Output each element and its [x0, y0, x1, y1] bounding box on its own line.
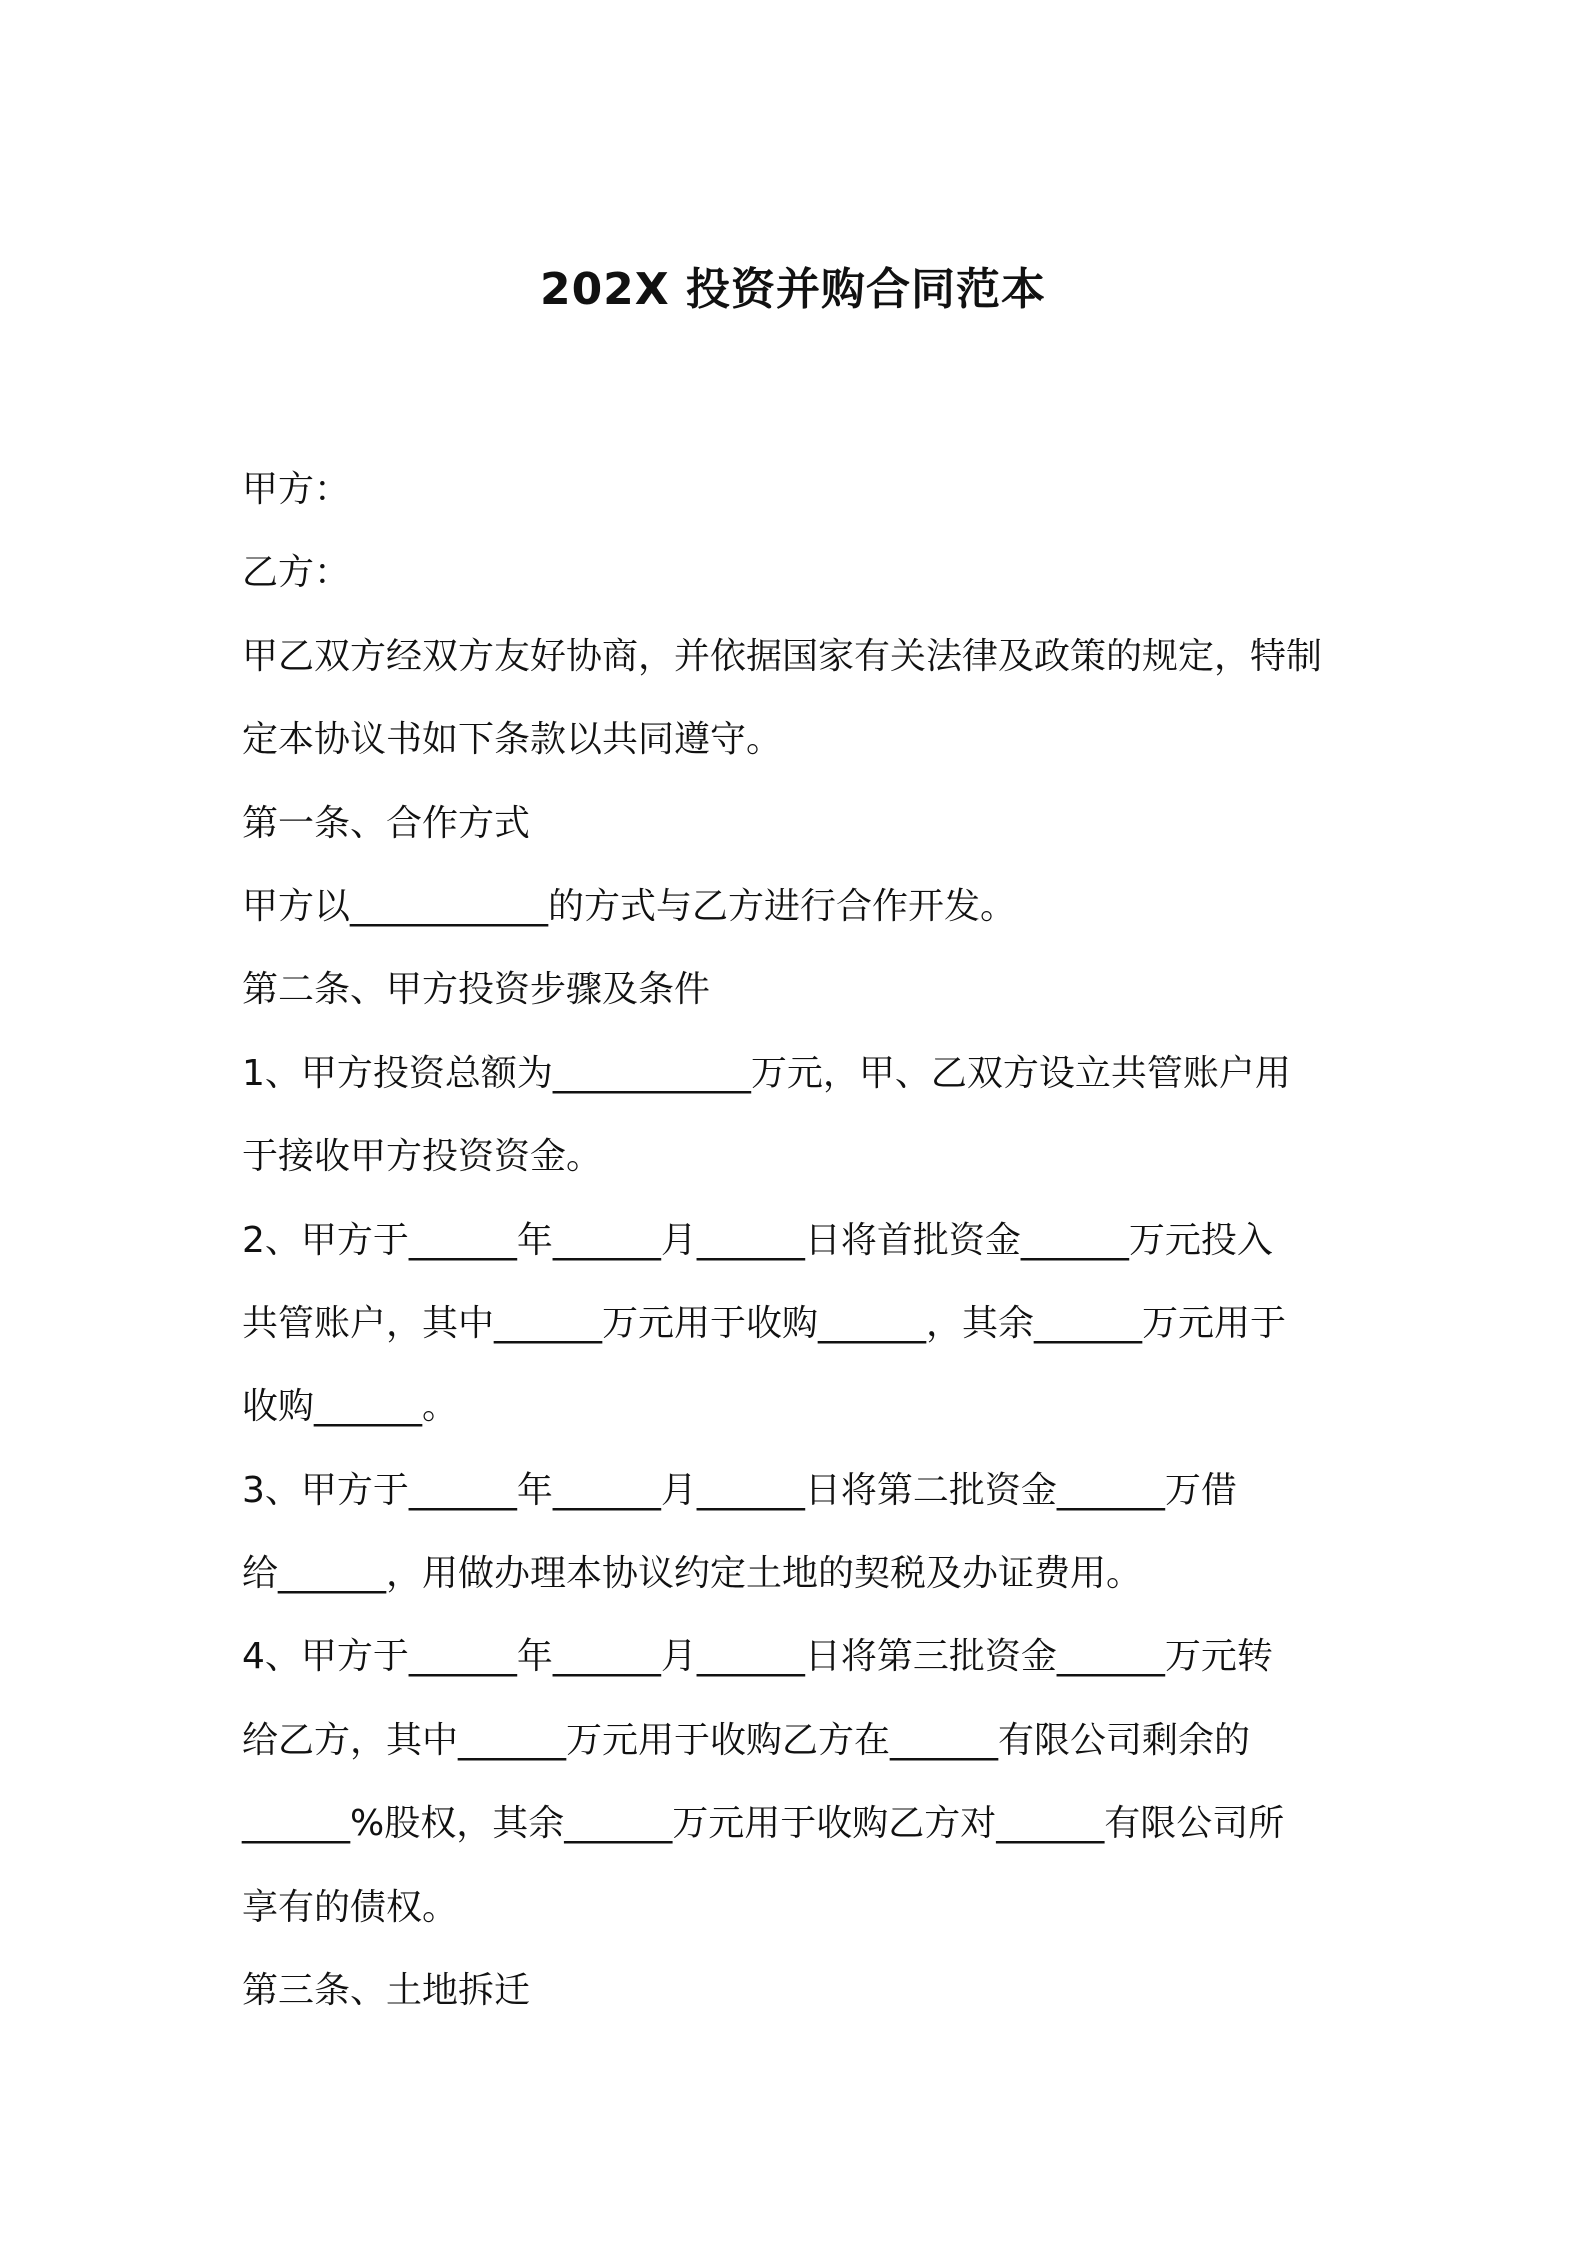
- party-a-line: 甲方：: [242, 469, 351, 510]
- clause-4-line-1: 4、甲方于______年______月______日将第三批资金______万元转: [242, 1636, 1273, 1678]
- article-1-text: 甲方以___________的方式与乙方进行合作开发。: [242, 885, 1017, 927]
- clause-2-line-1: 2、甲方于______年______月______日将首批资金______万元投入: [242, 1219, 1273, 1261]
- preamble-line-1: 甲乙双方经双方友好协商，并依据国家有关法律及政策的规定，特制: [242, 635, 1323, 677]
- clause-1-line-1: 1、甲方投资总额为___________万元，甲、乙双方设立共管账户用: [242, 1052, 1291, 1094]
- clause-4-line-2: 给乙方，其中______万元用于收购乙方在______有限公司剩余的: [242, 1719, 1251, 1761]
- clause-3-line-2: 给______，用做办理本协议约定土地的契税及办证费用。: [242, 1553, 1143, 1595]
- clause-4-line-4: 享有的债权。: [242, 1886, 459, 1928]
- document-title: 202X 投资并购合同范本: [539, 264, 1047, 315]
- clause-4-line-3: ______%股权，其余______万元用于收购乙方对______有限公司所: [242, 1803, 1285, 1845]
- clause-2-line-2: 共管账户，其中______万元用于收购______，其余______万元用于: [242, 1302, 1287, 1344]
- clause-3-line-1: 3、甲方于______年______月______日将第二批资金______万借: [242, 1469, 1237, 1511]
- preamble-line-2: 定本协议书如下条款以共同遵守。: [242, 719, 783, 761]
- article-1-heading: 第一条、合作方式: [242, 802, 531, 844]
- clause-1-line-2: 于接收甲方投资资金。: [242, 1136, 603, 1178]
- clause-2-line-3: 收购______。: [242, 1386, 459, 1428]
- document-body: [242, 448, 1357, 2032]
- article-2-heading: 第二条、甲方投资步骤及条件: [242, 969, 711, 1011]
- article-3-heading: 第三条、土地拆迁: [242, 1970, 531, 2012]
- party-b-line: 乙方：: [242, 552, 351, 594]
